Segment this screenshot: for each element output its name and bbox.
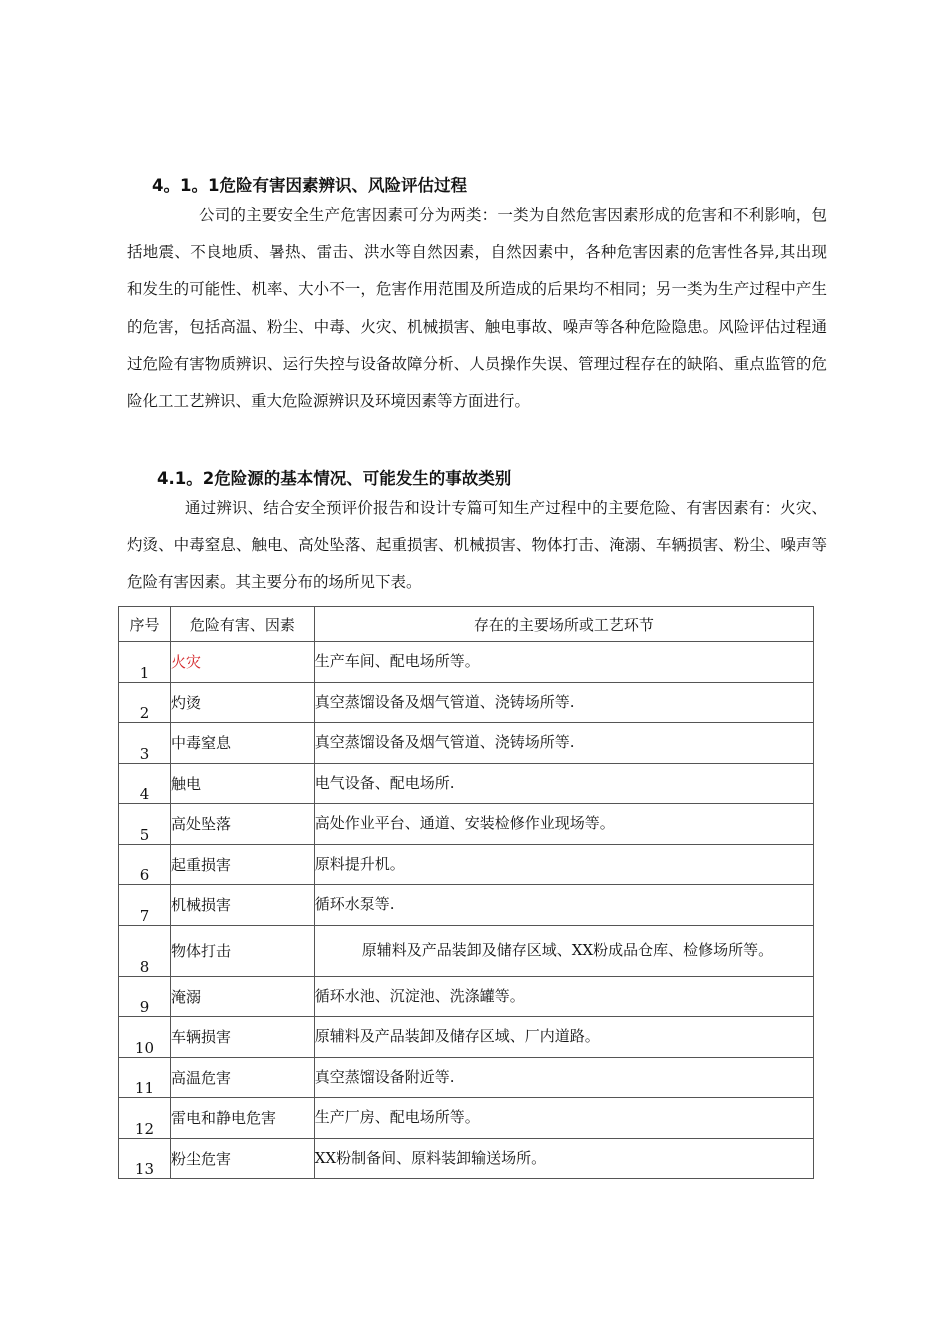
row-location: 循环水泵等. bbox=[314, 885, 813, 926]
row-hazard: 高处坠落 bbox=[170, 804, 314, 845]
hazard-distribution-table bbox=[118, 606, 814, 1179]
row-location: 真空蒸馏设备及烟气管道、浇铸场所等. bbox=[314, 682, 813, 723]
row-number: 6 bbox=[119, 844, 171, 885]
row-number: 10 bbox=[119, 1017, 171, 1058]
row-hazard: 淹溺 bbox=[170, 976, 314, 1017]
row-number: 9 bbox=[119, 976, 171, 1017]
row-number: 4 bbox=[119, 763, 171, 804]
section-heading-risk-assessment: 4。1。1危险有害因素辨识、风险评估过程 bbox=[152, 176, 467, 195]
row-location: 真空蒸馏设备附近等. bbox=[314, 1057, 813, 1098]
section-heading-hazard-sources: 4.1。2危险源的基本情况、可能发生的事故类别 bbox=[157, 469, 512, 488]
table-row bbox=[119, 1017, 814, 1058]
table-row bbox=[119, 642, 814, 683]
row-number: 3 bbox=[119, 723, 171, 764]
table-row bbox=[119, 885, 814, 926]
table-row bbox=[119, 1057, 814, 1098]
row-hazard: 雷电和静电危害 bbox=[170, 1098, 314, 1139]
row-number: 1 bbox=[119, 642, 171, 683]
table-row bbox=[119, 682, 814, 723]
row-hazard: 触电 bbox=[170, 763, 314, 804]
row-number: 13 bbox=[119, 1138, 171, 1179]
row-location: 原辅料及产品装卸及储存区域、XX粉成品仓库、检修场所等。 bbox=[314, 925, 813, 976]
table-row bbox=[119, 723, 814, 764]
table-row bbox=[119, 1138, 814, 1179]
row-location: 生产厂房、配电场所等。 bbox=[314, 1098, 813, 1139]
row-location: 电气设备、配电场所. bbox=[314, 763, 813, 804]
table-body bbox=[119, 642, 814, 1179]
row-number: 11 bbox=[119, 1057, 171, 1098]
row-hazard: 火灾 bbox=[170, 642, 314, 683]
row-location: 真空蒸馏设备及烟气管道、浇铸场所等. bbox=[314, 723, 813, 764]
row-hazard: 物体打击 bbox=[170, 925, 314, 976]
row-location: 生产车间、配电场所等。 bbox=[314, 642, 813, 683]
table-row bbox=[119, 763, 814, 804]
row-hazard: 灼烫 bbox=[170, 682, 314, 723]
row-hazard: 粉尘危害 bbox=[170, 1138, 314, 1179]
row-hazard: 中毒窒息 bbox=[170, 723, 314, 764]
row-location: 高处作业平台、通道、安装检修作业现场等。 bbox=[314, 804, 813, 845]
table-row bbox=[119, 925, 814, 976]
header-location: 存在的主要场所或工艺环节 bbox=[314, 607, 813, 642]
paragraph-hazard-list: 通过辨识、结合安全预评价报告和设计专篇可知生产过程中的主要危险、有害因素有：火灾、灼烫、中毒窒息、触电、高处坠落、起重损害、机械损害、物体打击、淹溺、车辆损害、粉尘、噪声等危险有害因素。其主要分布的场所见下表。 bbox=[127, 499, 827, 592]
table-row bbox=[119, 844, 814, 885]
row-location: XX粉制备间、原料装卸输送场所。 bbox=[314, 1138, 813, 1179]
row-hazard: 起重损害 bbox=[170, 844, 314, 885]
row-location: 原料提升机。 bbox=[314, 844, 813, 885]
paragraph-hazard-categories: 公司的主要安全生产危害因素可分为两类：一类为自然危害因素形成的危害和不利影响，包括地震、不良地质、暑热、雷击、洪水等自然因素，自然因素中，各种危害因素的危害性各异,其出现和发生的可能性、机率、大小不一，危害作用范围及所造成的后果均不相同；另一类为生产过程中产生的危害，包括高温、粉尘、中毒、火灾、机械损害、触电事故、噪声等各种危险隐患。风险评估过程通过危险有害物质辨识、运行失控与设备故障分析、人员操作失误、管理过程存在的缺陷、重点监管的危险化工工艺辨识、重大危险源辨识及环境因素等方面进行。 bbox=[127, 206, 827, 411]
row-number: 5 bbox=[119, 804, 171, 845]
row-number: 8 bbox=[119, 925, 171, 976]
row-number: 7 bbox=[119, 885, 171, 926]
row-location: 循环水池、沉淀池、洗涤罐等。 bbox=[314, 976, 813, 1017]
table-row bbox=[119, 1098, 814, 1139]
row-number: 2 bbox=[119, 682, 171, 723]
header-number: 序号 bbox=[119, 607, 171, 642]
table-header-row bbox=[119, 607, 814, 642]
table-row bbox=[119, 804, 814, 845]
row-number: 12 bbox=[119, 1098, 171, 1139]
row-location: 原辅料及产品装卸及储存区域、厂内道路。 bbox=[314, 1017, 813, 1058]
table-row bbox=[119, 976, 814, 1017]
header-hazard: 危险有害、因素 bbox=[170, 607, 314, 642]
row-hazard: 高温危害 bbox=[170, 1057, 314, 1098]
row-hazard: 机械损害 bbox=[170, 885, 314, 926]
row-hazard: 车辆损害 bbox=[170, 1017, 314, 1058]
